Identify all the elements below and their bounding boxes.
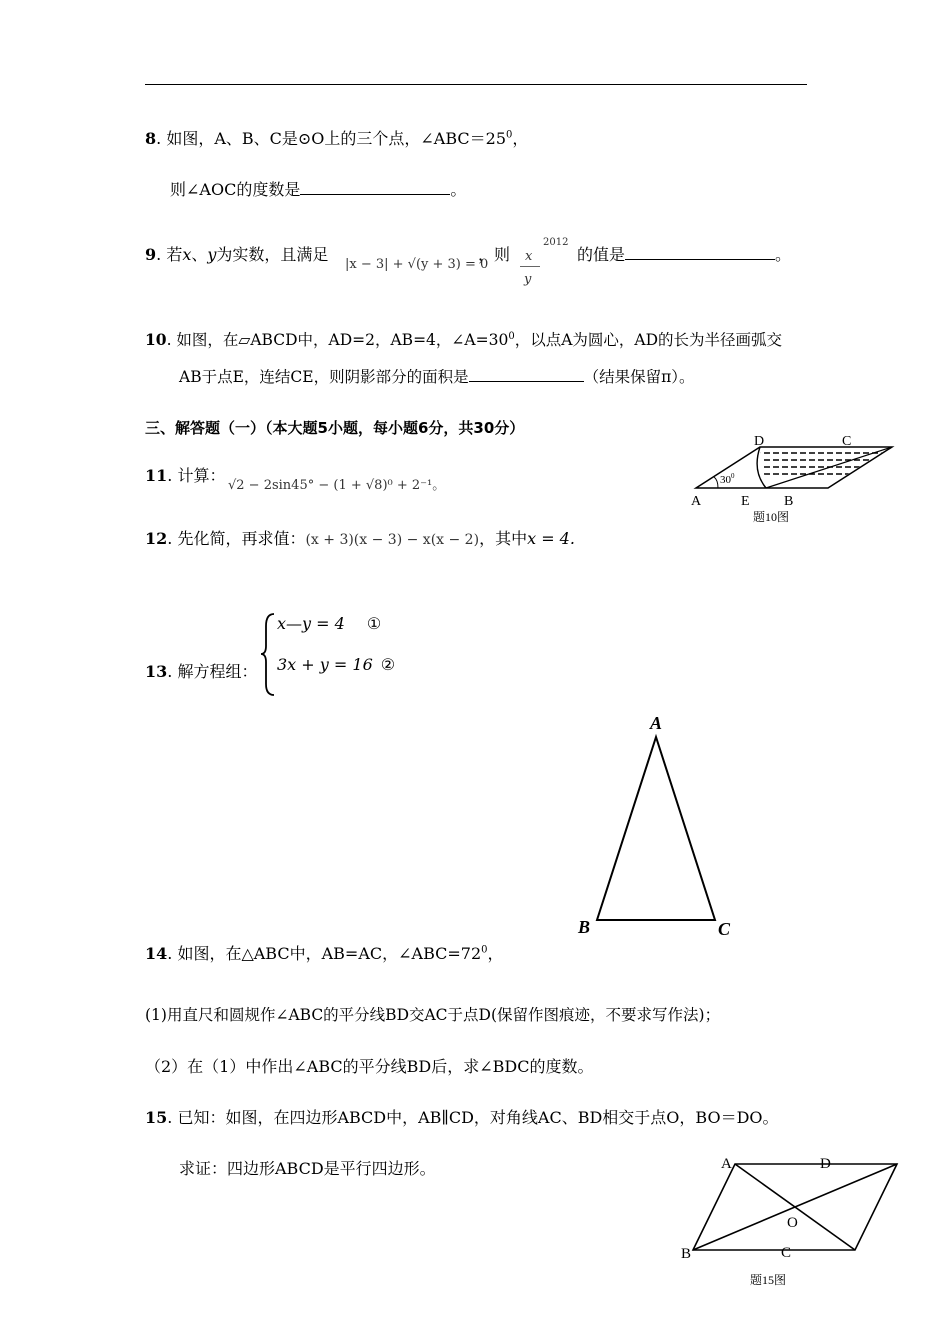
question-14-part-2: （2）在（1）中作出∠ABC的平分线BD后，求∠BDC的度数。 bbox=[145, 1057, 594, 1076]
fig14-label-a: A bbox=[650, 713, 663, 733]
angle-mark bbox=[714, 477, 718, 488]
question-15-text: . 已知：如图，在四边形ABCD中，AB∥CD，对角线AC、BD相交于点O，BO＝DO。 bbox=[167, 1108, 779, 1127]
degree-sup: 0 bbox=[481, 944, 488, 956]
question-12-expression: (x + 3)(x − 3) − x(x − 2) bbox=[305, 532, 480, 548]
question-14 bbox=[145, 944, 504, 963]
question-14-part-1: (1)用直尺和圆规作∠ABC的平分线BD交AC于点D(保留作图痕迹，不要求写作法)； bbox=[145, 1006, 721, 1024]
fig15-label-c: C bbox=[781, 1245, 792, 1261]
diagonal-bd bbox=[693, 1164, 897, 1250]
question-14-text: . 如图，在△ABC中，AB=AC，∠ABC=72 bbox=[167, 944, 482, 963]
question-8-line2 bbox=[170, 180, 466, 199]
brace bbox=[258, 612, 278, 697]
question-11 bbox=[145, 466, 225, 485]
fig10-label-d: D bbox=[754, 434, 765, 449]
figure-14 bbox=[570, 705, 750, 945]
fig10-label-e: E bbox=[741, 494, 750, 509]
power-exponent: 2012 bbox=[543, 237, 569, 248]
question-12-text-b: ，其中 bbox=[479, 529, 528, 548]
question-9-number: 9 bbox=[145, 245, 157, 264]
equation-1-text: x—y = 4 bbox=[277, 614, 345, 633]
fig10-caption: 题10图 bbox=[753, 510, 790, 524]
question-12-condition: x = 4. bbox=[527, 529, 575, 548]
fig14-label-b: B bbox=[578, 917, 591, 937]
question-14-number: 14 bbox=[145, 944, 168, 963]
answer-blank-10[interactable] bbox=[469, 367, 584, 382]
equation-2-mark: ② bbox=[380, 655, 396, 674]
equation-1-mark: ① bbox=[366, 614, 382, 633]
question-12-number: 12 bbox=[145, 529, 168, 548]
question-9-text-c: ，则 bbox=[478, 245, 511, 264]
degree-sup: 0 bbox=[506, 129, 513, 141]
question-13-number: 13 bbox=[145, 662, 168, 681]
question-15 bbox=[145, 1108, 779, 1127]
answer-blank-9[interactable] bbox=[625, 245, 775, 260]
fig15-caption: 题15图 bbox=[750, 1273, 787, 1287]
question-10-text: . 如图，在▱ABCD中，AD=2，AB=4，∠A=30 bbox=[166, 331, 509, 350]
question-10-text-end: ，以点A为圆心，AD的长为半径画弧交 bbox=[514, 331, 783, 350]
question-8-text-end: ， bbox=[512, 129, 529, 148]
question-9-line-end bbox=[577, 245, 791, 264]
question-9-end: 。 bbox=[775, 245, 792, 264]
question-8-text: . 如图，A、B、C是⊙O上的三个点，∠ABC＝25 bbox=[156, 129, 507, 148]
question-15-prove: 求证：四边形ABCD是平行四边形。 bbox=[179, 1159, 436, 1178]
sep: 、 bbox=[191, 245, 208, 264]
question-9 bbox=[145, 245, 328, 264]
question-11-end: 。 bbox=[432, 478, 446, 493]
question-9-text-a: . 若 bbox=[156, 245, 183, 264]
degree-sup: 0 bbox=[508, 331, 515, 342]
equation-2-text: 3x + y = 16 bbox=[277, 655, 373, 674]
fig10-label-a: A bbox=[691, 494, 702, 509]
fraction-bar bbox=[520, 266, 540, 267]
answer-blank-8[interactable] bbox=[300, 180, 450, 195]
question-14-end: ， bbox=[487, 944, 504, 963]
question-10-end: （结果保留π）。 bbox=[583, 368, 695, 386]
fig15-label-a: A bbox=[721, 1156, 732, 1172]
question-8-number: 8 bbox=[145, 129, 157, 148]
fig15-label-d: D bbox=[820, 1156, 831, 1172]
fig10-angle: $30^0$ bbox=[720, 472, 735, 486]
question-15-number: 15 bbox=[145, 1108, 168, 1127]
question-9-text-b: 为实数，且满足 bbox=[216, 245, 329, 264]
header-rule bbox=[145, 84, 807, 85]
shaded-region bbox=[755, 453, 895, 474]
question-8 bbox=[145, 129, 528, 148]
question-11-expression: √2 − 2sin45° − (1 + √8)⁰ + 2⁻¹ bbox=[228, 478, 433, 493]
question-13 bbox=[145, 662, 257, 681]
question-12 bbox=[145, 529, 575, 549]
equation-1 bbox=[277, 614, 381, 633]
question-11-text: . 计算： bbox=[167, 466, 226, 485]
question-11-number: 11 bbox=[145, 466, 168, 485]
fig10-label-b: B bbox=[784, 494, 794, 509]
question-8-end: 。 bbox=[450, 180, 467, 199]
fraction-numerator: x bbox=[525, 249, 533, 264]
question-8-prompt: 则∠AOC的度数是 bbox=[170, 180, 301, 199]
var-y: y bbox=[207, 245, 217, 264]
var-x: x bbox=[182, 245, 192, 264]
figure-10 bbox=[680, 433, 910, 528]
question-9-condition: |x − 3| + √(y + 3) = 0 bbox=[345, 257, 489, 272]
fig14-label-c: C bbox=[718, 919, 731, 939]
question-10 bbox=[145, 331, 782, 350]
question-11-expr bbox=[228, 478, 445, 494]
question-12-text: . 先化简，再求值： bbox=[167, 529, 306, 548]
question-9-text-d: 的值是 bbox=[577, 245, 626, 264]
question-10-prompt: AB于点E，连结CE，则阴影部分的面积是 bbox=[179, 368, 469, 386]
fig15-label-o: O bbox=[787, 1215, 798, 1231]
fraction-denominator: y bbox=[524, 272, 532, 287]
question-10-number: 10 bbox=[145, 330, 167, 350]
section-3-title: 三、解答题（一）（本大题5小题，每小题6分，共30分） bbox=[145, 419, 525, 437]
question-10-line2 bbox=[179, 367, 695, 387]
equation-2 bbox=[277, 655, 395, 674]
fig10-label-c: C bbox=[842, 434, 852, 449]
figure-15 bbox=[675, 1150, 915, 1300]
fig15-label-b: B bbox=[681, 1246, 692, 1262]
triangle-abc bbox=[597, 737, 715, 920]
question-13-text: . 解方程组： bbox=[167, 662, 258, 681]
